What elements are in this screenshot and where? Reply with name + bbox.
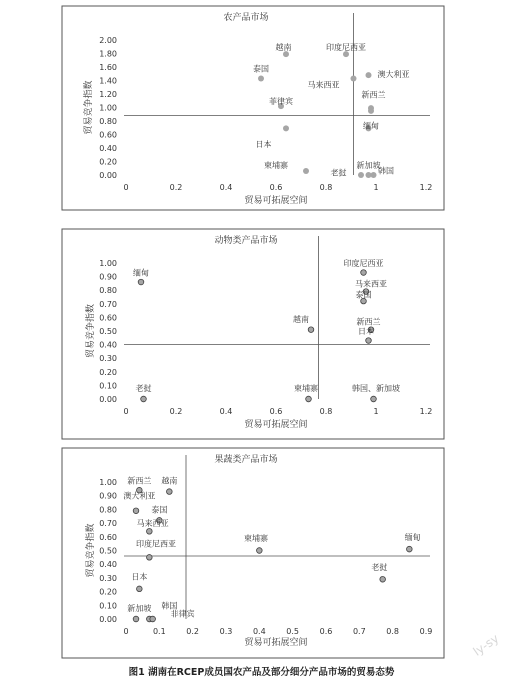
y-tick-label: 0.10 [99, 601, 117, 611]
x-tick-label: 0.6 [269, 183, 283, 192]
x-axis-label: 贸易可拓展空间 [244, 638, 308, 648]
y-tick-label: 1.00 [99, 259, 117, 268]
y-tick-label: 0.70 [99, 299, 117, 309]
x-tick-label: 0.8 [386, 627, 400, 636]
data-point [380, 576, 386, 582]
x-tick-label: 0 [123, 407, 129, 416]
x-tick-label: 0.2 [186, 627, 200, 636]
data-point-label: 马来西亚 [307, 80, 340, 90]
x-axis-label: 贸易可拓展空间 [244, 196, 308, 206]
data-point-label: 印度尼西亚 [343, 259, 384, 268]
data-point-label: 缅甸 [404, 532, 421, 542]
data-point-label: 马来西亚 [355, 279, 387, 289]
data-point [147, 555, 153, 561]
x-tick-label: 0.4 [219, 183, 233, 192]
x-tick-label: 0.6 [319, 627, 333, 636]
data-point-label: 新西兰 [356, 317, 381, 327]
data-point-label: 澳大利亚 [123, 491, 156, 501]
data-point-label: 新西兰 [127, 476, 152, 486]
data-point-label: 泰国 [253, 64, 269, 74]
data-point-label: 马来西亚 [136, 519, 169, 529]
y-tick-label: 0.60 [99, 130, 117, 140]
y-tick-label: 0.30 [99, 573, 117, 583]
chart-title: 动物类产品市场 [214, 236, 278, 246]
data-point-label: 越南 [161, 476, 178, 486]
chart-title: 果蔬类产品市场 [214, 455, 278, 465]
data-point [133, 508, 139, 514]
x-tick-label: 0.8 [319, 407, 333, 416]
x-tick-label: 0.6 [269, 407, 283, 416]
y-tick-label: 1.00 [99, 103, 117, 113]
data-point-label: 泰国 [151, 505, 168, 515]
figure-caption: 图1 湖南在RCEP成员国农产品及部分细分产品市场的贸易态势 [128, 667, 395, 678]
y-tick-label: 0.20 [99, 157, 117, 167]
data-point-label: 印度尼西亚 [326, 42, 366, 52]
x-tick-label: 0.3 [219, 627, 233, 636]
y-tick-label: 0.40 [99, 340, 117, 350]
x-tick-label: 1 [373, 407, 379, 416]
x-tick-label: 0.4 [219, 407, 233, 416]
data-point [137, 586, 143, 592]
x-tick-label: 0.7 [352, 627, 366, 636]
y-tick-label: 0.90 [99, 272, 117, 282]
y-tick-label: 2.00 [99, 36, 117, 45]
y-tick-label: 0.00 [99, 171, 117, 180]
data-point-label: 新加坡 [127, 604, 152, 614]
x-axis-label: 贸易可拓展空间 [244, 420, 308, 430]
y-tick-label: 0.50 [99, 327, 117, 336]
y-tick-label: 0.40 [99, 144, 117, 153]
y-axis-label: 贸易竞争指数 [86, 523, 96, 578]
data-point-label: 老挝 [330, 168, 347, 178]
data-point-label: 越南 [293, 314, 309, 324]
x-tick-label: 0.5 [286, 627, 300, 636]
data-point-label: 菲律宾 [269, 96, 293, 106]
x-tick-label: 1 [373, 183, 379, 192]
y-tick-label: 0.00 [99, 395, 117, 404]
data-point-label: 泰国 [355, 290, 372, 300]
data-point [407, 546, 413, 552]
data-point-label: 缅甸 [133, 268, 149, 278]
y-tick-label: 1.40 [99, 76, 117, 86]
watermark: ly-sy [470, 631, 502, 659]
data-point-label: 韩国 [161, 601, 178, 611]
y-tick-label: 0.60 [99, 532, 117, 542]
x-tick-label: 0.8 [319, 183, 333, 192]
data-point-label: 韩国、新加坡 [352, 384, 400, 394]
x-tick-label: 1.2 [419, 183, 433, 192]
x-tick-label: 0.2 [169, 183, 183, 192]
data-point-label: 印度尼西亚 [136, 539, 176, 549]
data-point-label: 非律宾 [170, 609, 195, 619]
x-tick-label: 0.9 [419, 627, 433, 636]
data-point-label: 新加坡 [356, 160, 381, 170]
data-point-label: 老挝 [371, 562, 388, 572]
data-point-label: 日本 [358, 327, 374, 336]
chart-title: 农产品市场 [223, 13, 269, 23]
y-tick-label: 0.90 [99, 491, 117, 501]
y-tick-label: 0.80 [99, 505, 117, 515]
x-tick-label: 1.2 [419, 407, 433, 416]
data-point-label: 日本 [131, 572, 148, 582]
data-point [150, 616, 156, 622]
y-tick-label: 0.60 [99, 313, 117, 323]
data-point [167, 489, 173, 495]
y-tick-label: 0.70 [99, 519, 117, 529]
y-tick-label: 1.60 [99, 63, 117, 72]
x-tick-label: 0.4 [252, 627, 266, 636]
y-tick-label: 1.20 [99, 90, 117, 99]
y-tick-label: 0.00 [99, 615, 117, 624]
data-point-label: 韩国 [378, 166, 394, 176]
y-tick-label: 0.20 [99, 587, 117, 597]
data-point-label: 新西兰 [361, 90, 386, 100]
y-tick-label: 1.80 [99, 49, 117, 59]
y-tick-label: 0.50 [99, 546, 117, 556]
data-point-label: 澳大利亚 [377, 69, 410, 79]
y-tick-label: 0.30 [99, 354, 117, 364]
data-point-label: 缅甸 [363, 121, 379, 131]
data-point [147, 529, 153, 535]
data-point-label: 柬埔寨 [294, 384, 318, 394]
x-tick-label: 0 [123, 627, 129, 636]
data-point-label: 老挝 [135, 384, 152, 394]
y-axis-label: 贸易竞争指数 [86, 303, 96, 359]
y-tick-label: 0.20 [99, 367, 117, 377]
data-point-label: 柬埔寨 [264, 160, 288, 170]
data-point-label: 柬埔寨 [244, 534, 268, 544]
y-tick-label: 0.80 [99, 286, 117, 296]
data-point-label: 越南 [275, 42, 292, 52]
x-tick-label: 0.1 [152, 627, 166, 636]
y-tick-label: 0.10 [99, 381, 117, 391]
y-tick-label: 1.00 [99, 478, 117, 487]
data-point [257, 548, 263, 554]
data-point [133, 616, 139, 622]
x-tick-label: 0.2 [169, 407, 183, 416]
data-point-label: 日本 [255, 139, 272, 149]
y-tick-label: 0.80 [99, 117, 117, 126]
x-tick-label: 0 [123, 183, 129, 192]
y-tick-label: 0.40 [99, 560, 117, 570]
y-axis-label: 贸易竞争指数 [84, 80, 94, 135]
